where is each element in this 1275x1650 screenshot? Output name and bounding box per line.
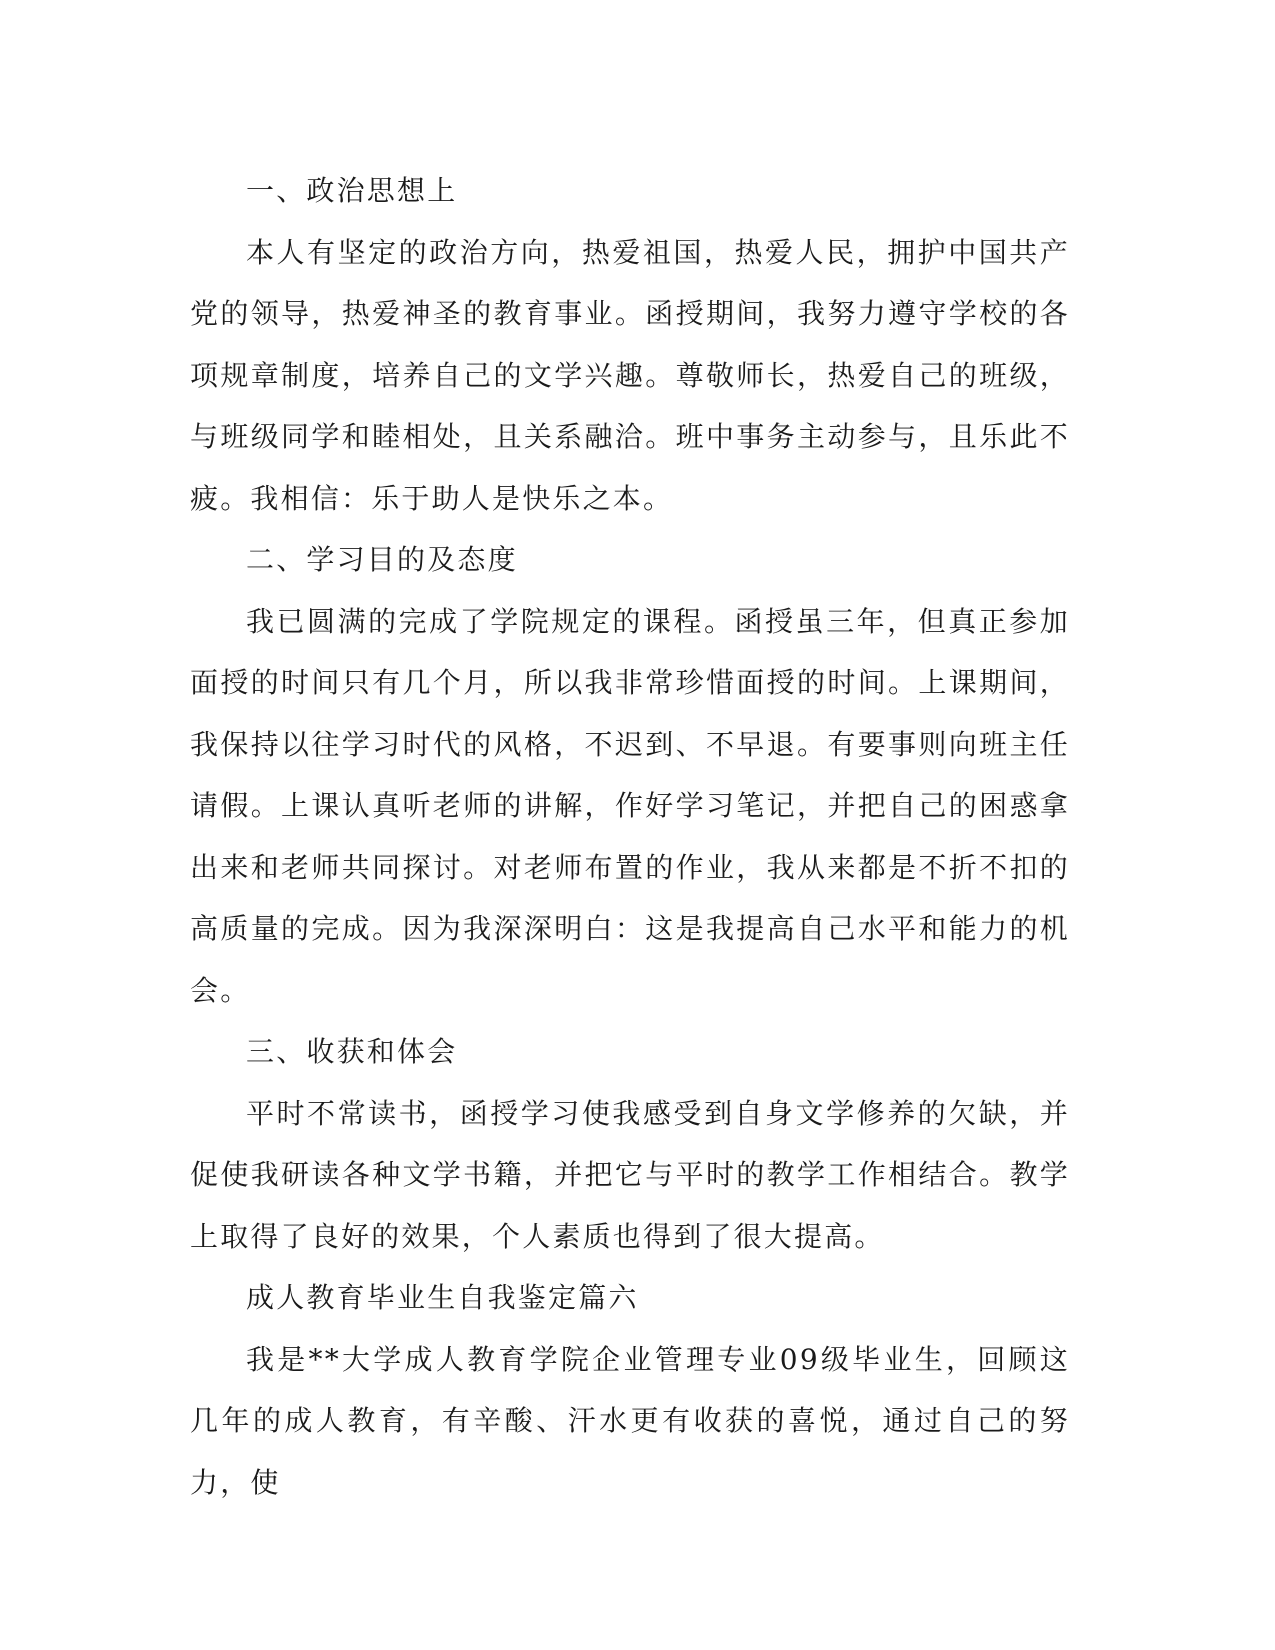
- paragraph-political: 本人有坚定的政治方向，热爱祖国，热爱人民，拥护中国共产党的领导，热爱神圣的教育事业。函授期间，我努力遵守学校的各项规章制度，培养自己的文学兴趣。尊敬师长，热爱自己的班级，与班级同学和睦相处，且关系融洽。班中事务主动参与，且乐此不疲。我相信：乐于助人是快乐之本。: [190, 235, 1070, 515]
- article-title-part-six: 成人教育毕业生自我鉴定篇六: [246, 1281, 639, 1314]
- paragraph-intro-part-six: 我是**大学成人教育学院企业管理专业09级毕业生，回顾这几年的成人教育，有辛酸、汗水更有收获的喜悦，通过自己的努力，使: [190, 1342, 1070, 1499]
- paragraph-study: 我已圆满的完成了学院规定的课程。函授虽三年，但真正参加面授的时间只有几个月，所以我非常珍惜面授的时间。上课期间，我保持以往学习时代的风格，不迟到、不早退。有要事则向班主任请假。上课认真听老师的讲解，作好学习笔记，并把自己的困惑拿出来和老师共同探讨。对老师布置的作业，我从来都是不折不扣的高质量的完成。因为我深深明白：这是我提高自己水平和能力的机会。: [190, 604, 1070, 1007]
- document-body: [190, 160, 1070, 1513]
- section-heading-gains: 三、收获和体会: [246, 1035, 458, 1068]
- section-heading-political: 一、政治思想上: [246, 174, 458, 207]
- paragraph-gains: 平时不常读书，函授学习使我感受到自身文学修养的欠缺，并促使我研读各种文学书籍，并把它与平时的教学工作相结合。教学上取得了良好的效果，个人素质也得到了很大提高。: [190, 1096, 1070, 1253]
- section-heading-study: 二、学习目的及态度: [246, 543, 518, 576]
